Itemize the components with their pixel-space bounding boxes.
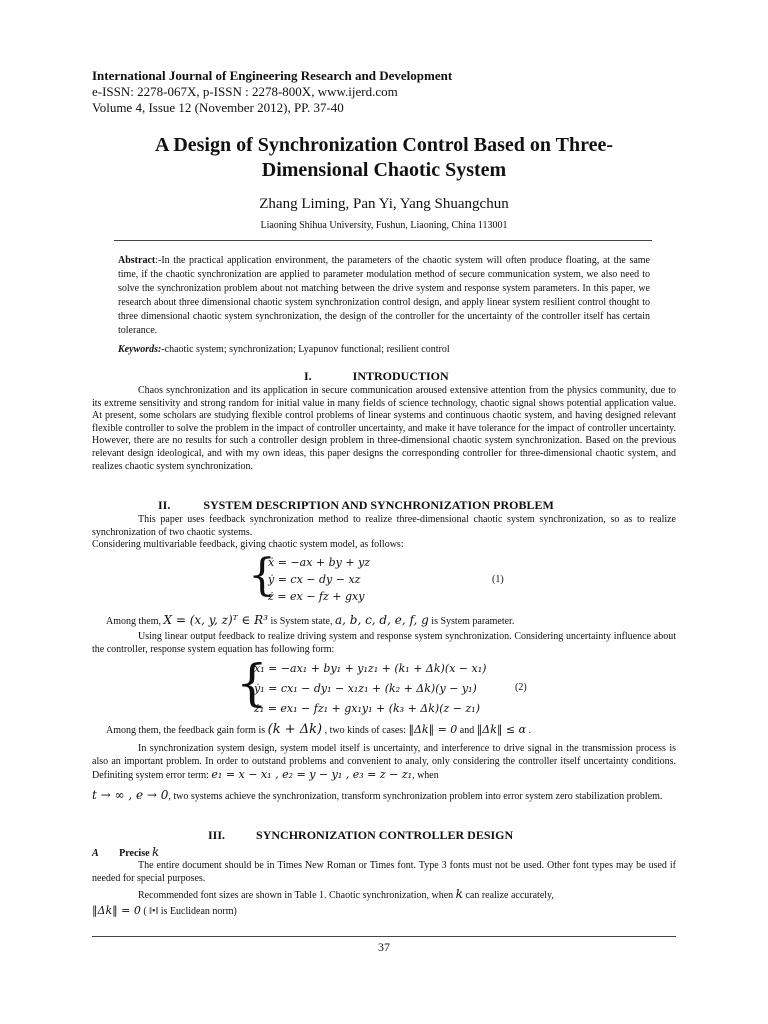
keywords	[118, 344, 650, 355]
s3-equation-line	[92, 904, 237, 917]
text: , two systems achieve the synchronization, transform synchronization problem into error system zero stabilization problem.	[168, 791, 663, 802]
subsection-heading	[92, 845, 159, 859]
section-heading-1	[304, 369, 449, 384]
equation-line: ż = ex − fz + gxy	[268, 590, 365, 603]
text: Among them, the feedback gain form is	[106, 725, 266, 736]
section-title: SYNCHRONIZATION CONTROLLER DESIGN	[256, 828, 514, 842]
affiliation: Liaoning Shihua University, Fushun, Liaoning, China 113001	[260, 220, 508, 231]
text: is System parameter.	[431, 616, 515, 627]
error-terms: e₁ = x − x₁ , e₂ = y − y₁ , e₃ = z − z₁	[211, 768, 413, 781]
text: , when	[412, 770, 439, 781]
s2-paragraph-1: This paper uses feedback synchronization method to realize three-dimensional chaotic system synchronization, so as to realize synchronization of two chaotic systems.	[92, 514, 676, 538]
paper-title	[80, 133, 688, 183]
title-line-1: A Design of Synchronization Control Based on Three-	[154, 134, 614, 156]
parameters: a, b, c, d, e, f, g	[334, 613, 429, 627]
text: and	[459, 725, 475, 736]
abstract-label: Abstract	[118, 255, 156, 266]
divider	[114, 240, 652, 241]
keywords-label: Keywords:-	[118, 344, 165, 355]
limit-expression: t → ∞ , e → 0	[92, 788, 169, 802]
equation-number-2: (2)	[515, 682, 527, 693]
text: is System state,	[270, 616, 333, 627]
text: In synchronization system design, system model itself is uncertainty, and interference to drive signal in the transmission process is also an important problem. In order to outstand problems and convenient to analy, only considering the controller itself uncertainty conditions. Definiting system error term:	[92, 743, 676, 781]
section-title: INTRODUCTION	[352, 369, 449, 383]
volume-line: Volume 4, Issue 12 (November 2012), PP. 37-40	[92, 100, 344, 115]
s2-paragraph-4	[92, 742, 676, 782]
title-line-2: Dimensional Chaotic System	[261, 159, 507, 181]
norm-equation: ‖Δk‖ = 0	[92, 904, 141, 917]
state-description	[106, 614, 686, 629]
equation-1	[268, 554, 370, 605]
journal-header	[92, 68, 452, 116]
text: can realize accurately,	[465, 890, 554, 901]
intro-paragraph: Chaos synchronization and its application in secure communication aroused extensive attention from the physics community, due to its extreme sensitivity and strong random for initial value in many fields of science technology, chaotic signal shows potential application value. At present, some scholars are studying flexible control problems of linear systems and continuous chaotic system, and having designed relevant flexible controller to solve the problem in the impact of controller uncertainty, and make it have tolerance for the impact of controller uncertainty. However, there are no results for such a controller design problem in three-dimensional chaotic system synchronization. Based on the previous relevant design ideological, and with my own ideas, this paper designs the corresponding controller for three-dimensional chaotic system, and realizes chaotic system synchronization.	[92, 385, 676, 472]
equation-line: ẋ₁ = −ax₁ + by₁ + y₁z₁ + (k₁ + Δk)(x − x₁)	[254, 662, 487, 675]
text: , two kinds of cases:	[324, 725, 406, 736]
issn-line: e-ISSN: 2278-067X, p-ISSN : 2278-800X, www.ijerd.com	[92, 84, 398, 99]
section-number: III.	[208, 828, 226, 842]
s2-paragraph-3: Using linear output feedback to realize driving system and response system synchronization. Considering uncertainty influence about the controller, response system equation has following form:	[92, 631, 676, 655]
page-number: 37	[378, 940, 390, 954]
gain-description	[106, 722, 531, 737]
abstract	[118, 254, 650, 338]
section-title: SYSTEM DESCRIPTION AND SYNCHRONIZATION PROBLEM	[203, 498, 554, 512]
authors: Zhang Liming, Pan Yi, Yang Shuangchun	[259, 196, 509, 212]
equation-number-1: (1)	[492, 574, 504, 585]
subsection-letter: A	[92, 848, 99, 859]
equation-line: ż₁ = ex₁ − fz₁ + gx₁y₁ + (k₃ + Δk)(z − z₁)	[254, 702, 480, 715]
equation-2	[254, 659, 486, 719]
equation-brace: {	[236, 654, 268, 712]
section-heading-2	[158, 498, 554, 513]
variable: k	[455, 887, 463, 901]
keywords-text: chaotic system; synchronization; Lyapunov functional; resilient control	[164, 344, 450, 355]
equation-line: ẏ = cx − dy − xz	[268, 573, 361, 586]
s2-paragraph-2: Considering multivariable feedback, giving chaotic system model, as follows:	[92, 539, 404, 550]
section-number: I.	[304, 369, 312, 383]
state-vector: X = (x, y, z)ᵀ ∈ R³	[163, 613, 269, 627]
abstract-text: :-In the practical application environment, the parameters of the chaotic system will often produce floating, at the same time, if the chaotic synchronization are applied to parameter modulation method of secure communication system, we also need to solve the synchronization problem about not matching between the drive system and response system parameters. In this paper, we research about three dimensional chaotic system synchronization control design, and apply linear system resilient control thought to three dimensional chaotic system synchronization, the design of the controller for the uncertainty of the controller itself has certain tolerance.	[118, 255, 650, 336]
gain-form: (k + Δk)	[267, 722, 323, 737]
subsection-title: Precise	[119, 848, 150, 859]
section-heading-3	[208, 828, 513, 843]
equation-line: ẏ₁ = cx₁ − dy₁ − x₁z₁ + (k₂ + Δk)(y − y₁)	[254, 682, 477, 695]
footer-divider	[92, 936, 676, 937]
section-number: II.	[158, 498, 171, 512]
journal-name: International Journal of Engineering Research and Development	[92, 68, 453, 83]
text: .	[528, 725, 531, 736]
subsection-variable: k	[152, 845, 160, 859]
text: Recommended font sizes are shown in Table 1. Chaotic synchronization, when	[138, 890, 454, 901]
equation-brace: {	[248, 550, 276, 601]
equation-line: ẋ = −ax + by + yz	[268, 556, 371, 569]
s3-paragraph-1: The entire document should be in Times New Roman or Times font. Type 3 fonts must not be used. Other font types may be used if needed for special purposes.	[92, 860, 676, 884]
text: Among them,	[106, 616, 161, 627]
case-1: ‖Δk‖ = 0	[408, 723, 458, 736]
norm-note: ( ‖•‖ is Euclidean norm)	[143, 906, 237, 917]
s2-paragraph-5	[92, 789, 676, 804]
s3-paragraph-2	[92, 888, 676, 903]
case-2: ‖Δk‖ ≤ α	[476, 723, 526, 736]
